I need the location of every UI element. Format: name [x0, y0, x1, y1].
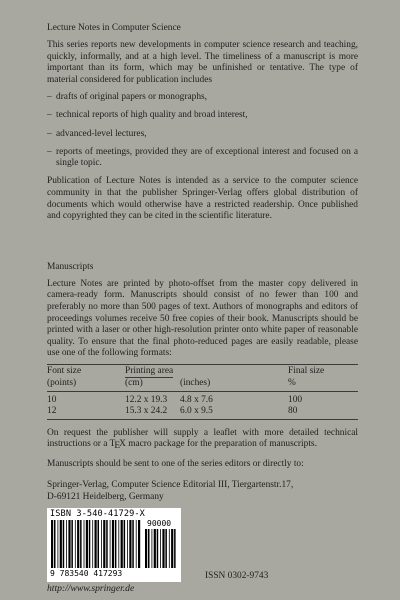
tex-logo: TEX [109, 439, 126, 452]
list-item: – technical reports of high quality and broad interest, [47, 110, 248, 121]
barcode-number: 9 783540 417293 [50, 569, 123, 578]
list-item: – advanced-level lectures, [47, 128, 147, 139]
intro-paragraph: This series reports new developments in computer science research and teaching, quickly, informally, and at a high level. The timeliness of a manuscript is more important than its form, which may be unfinished or tentative. The type of material considered for publication includes [47, 40, 358, 85]
issn: ISSN 0302-9743 [205, 571, 269, 581]
barcode-addon-number: 90000 [147, 519, 172, 528]
address-line: Springer-Verlag, Computer Science Editorial III, Tiergartenstr.17, [47, 479, 294, 490]
table-row: 12 15.3 x 24.2 6.0 x 9.5 80 [47, 406, 358, 420]
address-line: D-69121 Heidelberg, Germany [47, 491, 164, 502]
list-item: – drafts of original papers or monographs, [47, 92, 208, 103]
isbn-label: ISBN 3-540-41729-X [50, 509, 145, 519]
series-title: Lecture Notes in Computer Science [47, 23, 181, 33]
font-size-header: Font size [47, 364, 125, 378]
format-table [47, 364, 358, 420]
springer-url[interactable]: http://www.springer.de [47, 583, 135, 594]
final-size-header: Final size [288, 364, 358, 378]
isbn-barcode [47, 508, 181, 582]
material-list [47, 92, 358, 169]
send-note: Manuscripts should be sent to one of the series editors or directly to: [47, 459, 304, 470]
inches-header: (inches) [180, 378, 288, 392]
list-item: – reports of meetings, provided they are of exceptional interest and focused on a single topic. [47, 146, 358, 169]
manuscripts-heading: Manuscripts [47, 261, 94, 272]
table-row: 10 12.2 x 19.3 4.8 x 7.6 100 [47, 394, 303, 405]
points-header: (points) [47, 378, 125, 392]
percent-header: % [288, 378, 358, 392]
cm-header: (cm) [125, 378, 180, 392]
manuscripts-paragraph: Lecture Notes are printed by photo-offset from the master copy delivered in camera-ready form. Manuscripts should consist of no fewer than 100 and preferably no more than 500 pages of text. Authors of monographs and editors of proceedings volumes receive 50 free copies of their book. Manuscripts should be printed with a laser or other high-resolution printer onto white paper of reasonable quality. To ensure that the final photo-reduced pages are easily readable, please use one of the following formats: [47, 278, 358, 359]
leaflet-paragraph: On request the publisher will supply a leaflet with more detailed technical instructions or a TEX macro package for the preparation of manuscripts. [47, 427, 358, 452]
cover-text [47, 22, 358, 503]
printing-area-header: Printing area [125, 365, 174, 376]
publication-paragraph: Publication of Lecture Notes is intended as a service to the computer science community in that the publisher Springer-Verlag offers global distribution of documents which would otherwise have a restricted readership. Once published and copyrighted they can be cited in the scientific literature. [47, 176, 358, 222]
